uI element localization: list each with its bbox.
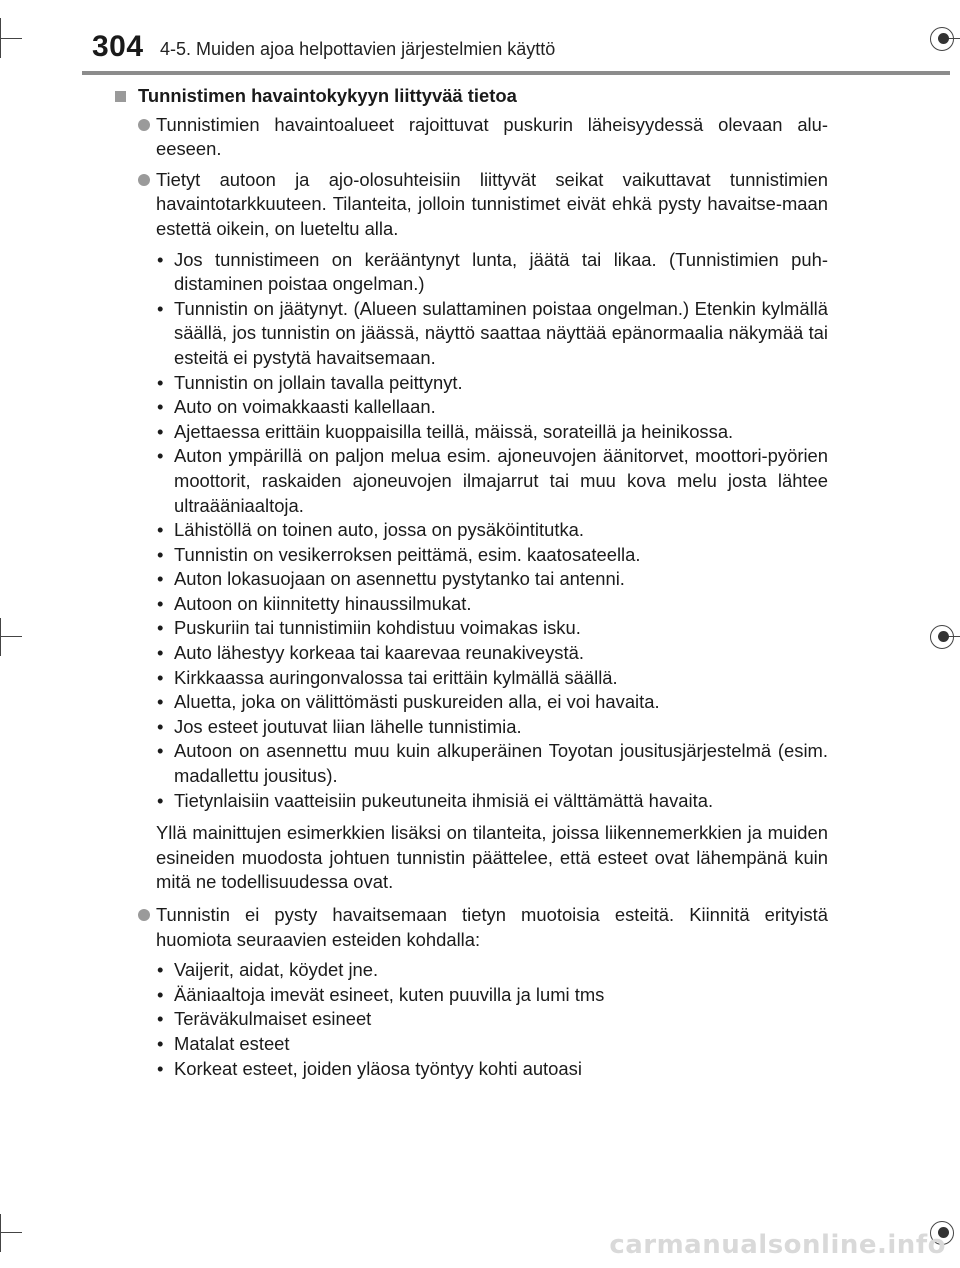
sub-list-item: • Matalat esteet <box>108 1032 828 1057</box>
dot-bullet-icon: • <box>157 1057 164 1079</box>
crop-mark <box>0 636 22 637</box>
dot-bullet-icon: • <box>157 666 164 688</box>
dot-bullet-icon: • <box>157 445 164 467</box>
list-item <box>108 168 828 242</box>
list-item-text: Tunnistin ei pysty havaitsemaan tietyn muotoisia esteitä. Kiinnitä erityistä huomiota seuraavien esteiden kohdalla: <box>156 904 828 950</box>
dot-bullet-icon: • <box>157 617 164 639</box>
registration-mark-icon <box>938 33 949 44</box>
sub-list-item: • Tietynlaisiin vaatteisiin pukeutuneita ihmisiä ei välttämättä havaita. <box>108 789 828 814</box>
dot-bullet-icon: • <box>157 519 164 541</box>
sub-list-item: • Autoon on asennettu muu kuin alkuperäinen Toyotan jousitusjärjestelmä (esim. madallettu jousitus). <box>157 740 828 787</box>
dot-bullet-icon: • <box>157 642 164 664</box>
sub-list-item: • Jos tunnistimeen on kerääntynyt lunta, jäätä tai likaa. (Tunnistimien puh-distaminen poistaa ongelman.) <box>157 248 828 295</box>
note-paragraph: Yllä mainittujen esimerkkien lisäksi on tilanteita, joissa liikennemerkkien ja muiden esineiden muodosta johtuen tunnistin päättelee, että esteet ovat lähempänä kuin mitä ne todellisuudessa ovat. <box>156 822 828 893</box>
sub-list-item: • Tunnistin on vesikerroksen peittämä, esim. kaatosateella. <box>108 543 828 568</box>
round-bullet-icon <box>138 119 150 131</box>
round-bullet-icon <box>138 174 150 186</box>
sub-list-item: • Vaijerit, aidat, köydet jne. <box>108 958 828 983</box>
square-bullet-icon <box>115 91 126 102</box>
crop-mark <box>0 38 22 39</box>
sub-list-item: • Auto lähestyy korkeaa tai kaarevaa reunakiveystä. <box>108 641 828 666</box>
sub-list-item: • Ääniaaltoja imevät esineet, kuten puuvilla ja lumi tms <box>108 983 828 1008</box>
header-rule <box>82 71 950 75</box>
dot-bullet-icon: • <box>157 740 164 762</box>
sub-list-item: • Auton ympärillä on paljon melua esim. ajoneuvojen äänitorvet, moottori-pyörien moottorit, raskaiden ajoneuvojen ilmajarrut tai muu kova melu josta lähtee ultraääniaaltoja. <box>157 445 828 516</box>
condition-list <box>108 248 828 814</box>
dot-bullet-icon: • <box>157 715 164 737</box>
round-bullet-icon <box>138 909 150 921</box>
list-item-text: Tietyt autoon ja ajo-olosuhteisiin liittyvät seikat vaikuttavat tunnistimien havaintotarkkuuteen. Tilanteita, jolloin tunnistimet eivät ehkä pysty havaitse-maan estettä oikein, on lueteltu alla. <box>156 168 828 239</box>
watermark-link[interactable]: carmanualsonline.info <box>609 1230 946 1260</box>
sub-list-item: • Ajettaessa erittäin kuoppaisilla teillä, mäissä, sorateillä ja heinikossa. <box>108 420 828 445</box>
dot-bullet-icon: • <box>157 420 164 442</box>
list-item <box>108 903 828 952</box>
sub-list-item: • Teräväkulmaiset esineet <box>108 1007 828 1032</box>
registration-mark-icon <box>938 631 949 642</box>
dot-bullet-icon: • <box>157 248 164 270</box>
sub-list-item: • Auton lokasuojaan on asennettu pystytanko tai antenni. <box>108 567 828 592</box>
list-item-text: Tunnistimien havaintoalueet rajoittuvat puskurin läheisyydessä olevaan alu-eeseen. <box>156 113 828 160</box>
obstacle-list <box>108 958 828 1081</box>
crop-mark <box>0 1232 22 1233</box>
dot-bullet-icon: • <box>157 297 164 319</box>
crop-mark <box>0 618 1 656</box>
page-content <box>108 84 828 1089</box>
sub-list-item: • Lähistöllä on toinen auto, jossa on pysäköintitutka. <box>108 518 828 543</box>
page-number: 304 <box>92 30 144 63</box>
dot-bullet-icon: • <box>157 371 164 393</box>
sub-list-item: • Aluetta, joka on välittömästi puskureiden alla, ei voi havaita. <box>108 690 828 715</box>
sub-list-item: • Tunnistin on jäätynyt. (Alueen sulattaminen poistaa ongelman.) Etenkin kylmällä säällä, jos tunnistin on jäässä, näyttö saattaa näyttää epänormaalia näkymää tai esteitä ei pystytä havaitsemaan. <box>157 297 828 368</box>
dot-bullet-icon: • <box>157 691 164 713</box>
dot-bullet-icon: • <box>157 1032 164 1054</box>
section-heading-text: Tunnistimen havaintokykyyn liittyvää tietoa <box>138 85 517 106</box>
sub-list-item: • Kirkkaassa auringonvalossa tai erittäin kylmällä säällä. <box>108 666 828 691</box>
dot-bullet-icon: • <box>157 1008 164 1030</box>
dot-bullet-icon: • <box>157 592 164 614</box>
crop-mark <box>0 1214 1 1252</box>
list-item <box>108 113 828 162</box>
crop-mark <box>0 18 1 58</box>
dot-bullet-icon: • <box>157 543 164 565</box>
dot-bullet-icon: • <box>157 396 164 418</box>
chapter-title: 4-5. Muiden ajoa helpottavien järjestelmien käyttö <box>160 39 556 59</box>
sub-list-item: • Auto on voimakkaasti kallellaan. <box>108 395 828 420</box>
dot-bullet-icon: • <box>157 568 164 590</box>
section-heading <box>108 84 828 109</box>
dot-bullet-icon: • <box>157 983 164 1005</box>
sub-list-item: • Puskuriin tai tunnistimiin kohdistuu voimakas isku. <box>108 616 828 641</box>
sub-list-item: • Korkeat esteet, joiden yläosa työntyy kohti autoasi <box>108 1057 828 1082</box>
sub-list-item: • Autoon on kiinnitetty hinaussilmukat. <box>108 592 828 617</box>
dot-bullet-icon: • <box>157 959 164 981</box>
sub-list-item: • Jos esteet joutuvat liian lähelle tunnistimia. <box>108 715 828 740</box>
sub-list-item: • Tunnistin on jollain tavalla peittynyt. <box>108 371 828 396</box>
dot-bullet-icon: • <box>157 789 164 811</box>
